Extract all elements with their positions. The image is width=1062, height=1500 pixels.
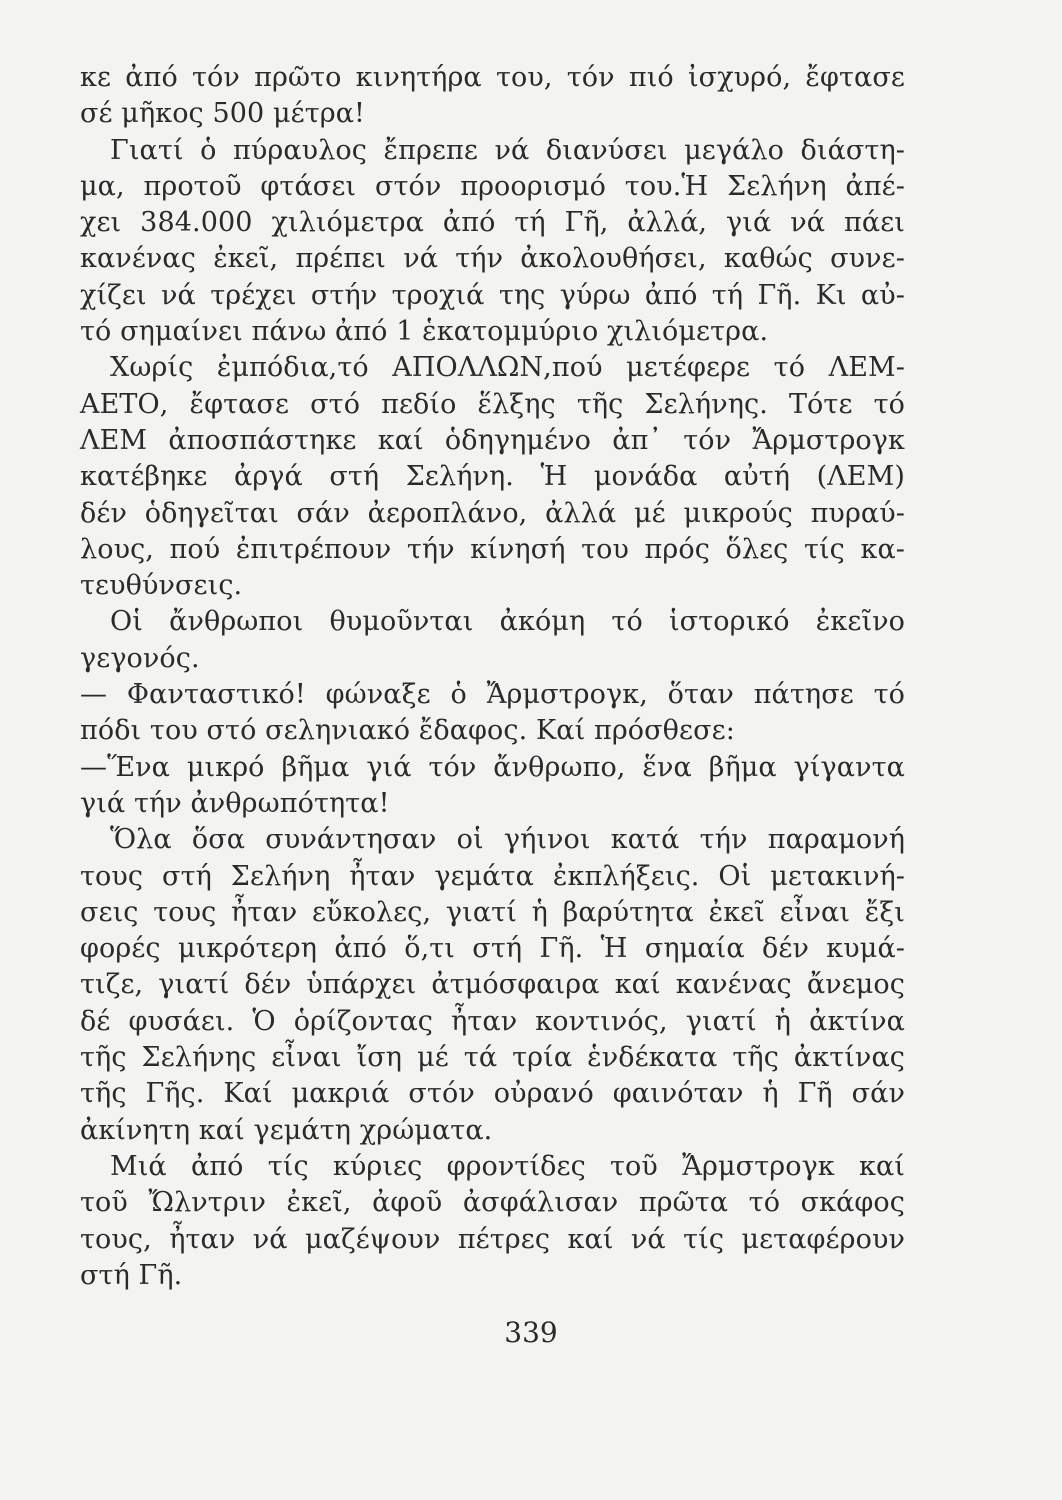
page-number: 339 xyxy=(504,1316,558,1349)
text-line: γιά τήν ἀνθρωπότητα! xyxy=(80,787,390,819)
text-line: κανένας ἐκεῖ, πρέπει νά τήν ἀκολουθήσει, καθώς συνε- xyxy=(80,243,905,275)
text-line: Μιά ἀπό τίς κύριες φροντίδες τοῦ Ἄρμστρογκ καί xyxy=(110,1150,905,1182)
text-line: πόδι του στό σεληνιακό ἔδαφος. Καί πρόσθεσε: xyxy=(80,715,735,747)
text-line: χίζει νά τρέχει στήν τροχιά της γύρω ἀπό τή Γῆ. Κι αὐ- xyxy=(80,279,905,311)
text-line: τους στή Σελήνη ἦταν γεμάτα ἐκπλήξεις. Οἱ μετακινή- xyxy=(80,860,905,892)
text-line: δέν ὁδηγεῖται σάν ἀεροπλάνο, ἀλλά μέ μικρούς πυραύ- xyxy=(80,497,905,529)
text-line: χει 384.000 χιλιόμετρα ἀπό τή Γῆ, ἀλλά, γιά νά πάει xyxy=(80,207,905,239)
text-line: ΑΕΤΟ, ἔφτασε στό πεδίο ἕλξης τῆς Σελήνης. Τότε τό xyxy=(80,388,905,420)
body-text xyxy=(80,60,905,1294)
text-line: λους, πού ἐπιτρέπουν τήν κίνησή του πρός ὅλες τίς κα- xyxy=(80,533,905,565)
text-line: δέ φυσάει. Ὁ ὁρίζοντας ἦταν κοντινός, γιατί ἡ ἀκτίνα xyxy=(80,1005,905,1037)
text-line: τους, ἦταν νά μαζέψουν πέτρες καί νά τίς μεταφέρουν xyxy=(80,1223,905,1255)
text-line: τό σημαίνει πάνω ἀπό 1 ἑκατομμύριο χιλιόμετρα. xyxy=(80,316,769,348)
text-line: κατέβηκε ἀργά στή Σελήνη. Ἡ μονάδα αὐτή (ΛΕΜ) xyxy=(80,461,905,493)
text-line: Οἱ ἄνθρωποι θυμοῦνται ἀκόμη τό ἱστορικό ἐκεῖνο xyxy=(110,606,905,638)
text-line: σεις τους ἦταν εὔκολες, γιατί ἡ βαρύτητα ἐκεῖ εἶναι ἔξι xyxy=(80,896,905,928)
text-line: στή Γῆ. xyxy=(80,1259,183,1291)
text-line: τιζε, γιατί δέν ὑπάρχει ἀτμόσφαιρα καί κανένας ἄνεμος xyxy=(80,969,905,1001)
text-line: ΛΕΜ ἀποσπάστηκε καί ὁδηγημένο ἀπ᾽ τόν Ἄρμστρογκ xyxy=(80,424,905,456)
text-line: Χωρίς ἐμπόδια,τό ΑΠΟΛΛΩΝ,πού μετέφερε τό ΛΕΜ- xyxy=(110,352,905,384)
text-line: —Ἕνα μικρό βῆμα γιά τόν ἄνθρωπο, ἕνα βῆμα γίγαντα xyxy=(80,751,905,783)
text-line: μα, προτοῦ φτάσει στόν προορισμό του.Ἡ Σελήνη ἀπέ- xyxy=(80,170,905,202)
text-line: σέ μῆκος 500 μέτρα! xyxy=(80,98,366,130)
text-line: ἀκίνητη καί γεμάτη χρώματα. xyxy=(80,1114,493,1146)
text-line: φορές μικρότερη ἀπό ὅ,τι στή Γῆ. Ἡ σημαία δέν κυμά- xyxy=(80,933,905,965)
text-line: Ὅλα ὅσα συνάντησαν οἱ γήινοι κατά τήν παραμονή xyxy=(110,824,905,856)
text-line: — Φανταστικό! φώναξε ὁ Ἄρμστρογκ, ὅταν πάτησε τό xyxy=(80,679,905,711)
text-line: τῆς Σελήνης εἶναι ἴση μέ τά τρία ἑνδέκατα τῆς ἀκτίνας xyxy=(80,1042,905,1074)
text-line: γεγονός. xyxy=(80,642,200,674)
text-line: τευθύνσεις. xyxy=(80,570,243,602)
text-line: κε ἀπό τόν πρῶτο κινητήρα του, τόν πιό ἰσχυρό, ἔφτασε xyxy=(80,62,905,93)
text-line: Γιατί ὁ πύραυλος ἔπρεπε νά διανύσει μεγάλο διάστη- xyxy=(110,134,905,166)
text-line: τῆς Γῆς. Καί μακριά στόν οὐρανό φαινόταν ἡ Γῆ σάν xyxy=(80,1078,905,1110)
text-line: τοῦ Ὤλντριν ἐκεῖ, ἀφοῦ ἀσφάλισαν πρῶτα τό σκάφος xyxy=(80,1187,905,1219)
